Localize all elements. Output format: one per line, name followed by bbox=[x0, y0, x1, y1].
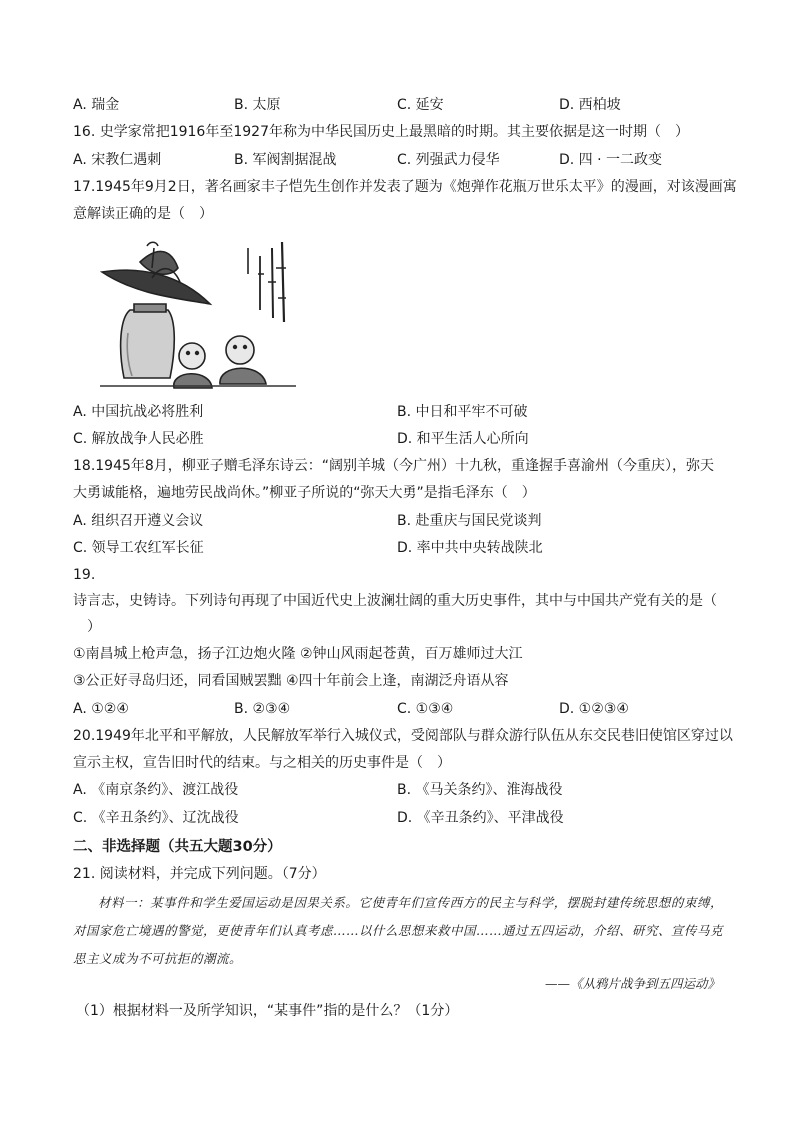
q19-option-d: D. ①②③④ bbox=[559, 701, 629, 717]
q20-option-b: B. 《马关条约》、淮海战役 bbox=[397, 782, 563, 798]
q17-option-b: B. 中日和平牢不可破 bbox=[397, 404, 528, 420]
q21-sub-question-1: （1）根据材料一及所学知识，“某事件”指的是什么？（1分） bbox=[76, 1003, 459, 1019]
q20-stem-line2: 宣示主权，宣告旧时代的结束。与之相关的历史事件是（ ） bbox=[73, 755, 451, 771]
q18-option-c: C. 领导工农红军长征 bbox=[73, 540, 204, 556]
q18-option-d: D. 率中共中央转战陕北 bbox=[397, 540, 543, 556]
q15-option-a: A. 瑞金 bbox=[73, 97, 120, 113]
q17-stem-line1: 17.1945年9月2日，著名画家丰子恺先生创作并发表了题为《炮弹作花瓶万世乐太平》的漫画，对该漫画寓 bbox=[73, 179, 737, 195]
q18-option-a: A. 组织召开遵义会议 bbox=[73, 513, 204, 529]
cartoon-illustration bbox=[100, 238, 298, 390]
section-heading: 二、非选择题（共五大题30分） bbox=[73, 839, 282, 855]
q16-option-c: C. 列强武力侵华 bbox=[397, 152, 500, 168]
q17-option-d: D. 和平生活人心所向 bbox=[397, 431, 529, 447]
q16-option-d: D. 四 · 一二政变 bbox=[559, 152, 663, 168]
q17-option-c: C. 解放战争人民必胜 bbox=[73, 431, 204, 447]
q19-option-b: B. ②③④ bbox=[234, 701, 291, 717]
q21-stem: 21. 阅读材料，并完成下列问题。（7分） bbox=[73, 866, 326, 882]
q19-option-c: C. ①③④ bbox=[397, 701, 454, 717]
q21-source: ——《从鸦片战争到五四运动》 bbox=[544, 976, 720, 991]
q20-stem-line1: 20.1949年北平和平解放，人民解放军举行入城仪式，受阅部队与群众游行队伍从东交民巷旧使馆区穿过以 bbox=[73, 728, 733, 744]
q19-stem-line2: ） bbox=[73, 619, 101, 635]
q15-option-c: C. 延安 bbox=[397, 97, 444, 113]
q19-poem-line2: ③公正好寻岛归还，同看国贼罢黜 ④四十年前会上逢，南湖泛舟语从容 bbox=[73, 673, 509, 689]
q17-stem-line2: 意解读正确的是（ ） bbox=[73, 206, 213, 222]
q18-option-b: B. 赴重庆与国民党谈判 bbox=[397, 513, 542, 529]
q16-option-a: A. 宋教仁遇刺 bbox=[73, 152, 162, 168]
q17-option-a: A. 中国抗战必将胜利 bbox=[73, 404, 204, 420]
q20-option-a: A. 《南京条约》、渡江战役 bbox=[73, 782, 239, 798]
q19-option-a: A. ①②④ bbox=[73, 701, 129, 717]
q19-stem-line1: 诗言志，史铸诗。下列诗句再现了中国近代史上波澜壮阔的重大历史事件，其中与中国共产党有关的是（ bbox=[73, 593, 717, 609]
q16-option-b: B. 军阀割据混战 bbox=[234, 152, 337, 168]
q15-option-d: D. 西柏坡 bbox=[559, 97, 621, 113]
q16-stem: 16. 史学家常把1916年至1927年称为中华民国历史上最黑暗的时期。其主要依据是这一时期（ ） bbox=[73, 124, 689, 140]
q18-stem-line2: 大勇诚能格，遍地劳民战尚休。”柳亚子所说的“弥天大勇”是指毛泽东（ ） bbox=[73, 485, 536, 501]
q20-option-d: D. 《辛丑条约》、平津战役 bbox=[397, 810, 564, 826]
q19-number: 19. bbox=[73, 567, 96, 583]
q20-option-c: C. 《辛丑条约》、辽沈战役 bbox=[73, 810, 239, 826]
q18-stem-line1: 18.1945年8月，柳亚子赠毛泽东诗云：“阔别羊城（今广州）十九秋，重逢握手喜渝州（今重庆），弥天 bbox=[73, 458, 715, 474]
q15-option-b: B. 太原 bbox=[234, 97, 281, 113]
q21-material: 材料一：某事件和学生爱国运动是因果关系。它使青年们宣传西方的民主与科学，摆脱封建传统思想的束缚，对国家危亡境遇的警觉，更使青年们认真考虑……以什么思想来救中国……通过五四运动，介绍、研究、宣传马克思主义成为不可抗拒的潮流。 bbox=[73, 895, 724, 966]
q19-poem-line1: ①南昌城上枪声急，扬子江边炮火隆 ②钟山风雨起苍黄，百万雄师过大江 bbox=[73, 646, 523, 662]
